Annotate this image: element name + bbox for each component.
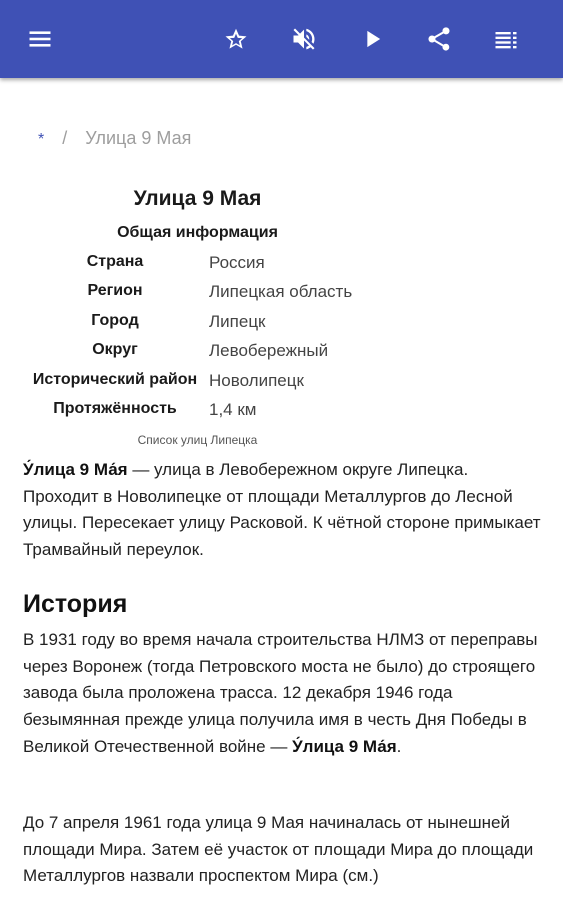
star-outline-icon — [222, 25, 250, 53]
play-icon — [358, 25, 386, 53]
infobox-value[interactable]: Липецк — [209, 312, 266, 331]
menu-button[interactable] — [22, 21, 58, 57]
toc-button[interactable] — [488, 21, 524, 57]
breadcrumb-home-link[interactable]: * — [38, 131, 45, 148]
breadcrumb-separator: / — [62, 128, 68, 148]
infobox-row-country — [0, 253, 563, 277]
infobox-key: Регион — [87, 282, 143, 299]
infobox-row-region — [0, 282, 563, 306]
infobox-row-district — [0, 341, 563, 365]
history-text-2: До 7 апреля 1961 года улица 9 Мая начиналась от нынешней площади Мира. Затем её участок от площади Мира до площади Металлургов назвали проспектом Мира (см.) — [23, 813, 534, 886]
infobox-title: Улица 9 Мая — [133, 187, 262, 210]
infobox-key: Город — [91, 312, 139, 329]
infobox-row-historic-area — [0, 371, 563, 395]
history-paragraph-2 — [23, 810, 543, 890]
infobox-key: Страна — [86, 253, 144, 270]
history-bold-title: У́лица 9 Ма́я — [292, 736, 397, 756]
play-button[interactable] — [354, 21, 390, 57]
history-text-1-end: . — [396, 736, 402, 756]
menu-icon — [26, 25, 54, 53]
share-icon — [425, 25, 453, 53]
favorite-button[interactable] — [218, 21, 254, 57]
breadcrumb — [38, 128, 191, 149]
infobox-key: Округ — [92, 341, 138, 358]
intro-text: — улица в Левобережном округе Липецка. Проходит в Новолипецке от площади Металлургов до Лесной улицы. Пересекает улицу Расковой. К чётной стороне примыкает Трамвайный переулок. — [23, 460, 541, 560]
infobox-value[interactable]: Новолипецк — [209, 371, 304, 390]
infobox-value[interactable]: Россия — [209, 253, 265, 272]
article-content — [0, 78, 563, 900]
infobox-subtitle: Общая информация — [117, 224, 278, 241]
infobox-key: Исторический район — [32, 371, 198, 388]
history-text-1: В 1931 году во время начала строительства НЛМЗ от переправы через Воронеж (тогда Петровского моста не было) до строящего завода была проложена трасса. 12 декабря 1946 года безымянная прежде улица получила имя в честь Дня Победы в Великой Отечественной войне — — [23, 630, 538, 756]
breadcrumb-current: Улица 9 Мая — [85, 128, 192, 148]
app-bar — [0, 0, 563, 78]
section-heading-history: История — [23, 590, 128, 618]
infobox-footer-link[interactable]: Список улиц Липецка — [137, 433, 258, 447]
intro-bold-title: У́лица 9 Ма́я — [23, 460, 128, 479]
infobox-value[interactable]: Липецкая область — [209, 282, 353, 301]
infobox-row-city — [0, 312, 563, 336]
mute-button[interactable] — [286, 21, 322, 57]
list-icon — [492, 25, 520, 53]
intro-paragraph — [23, 457, 543, 564]
infobox-value: 1,4 км — [209, 400, 257, 419]
volume-off-icon — [290, 25, 318, 53]
history-paragraph-1 — [23, 627, 543, 761]
infobox-value[interactable]: Левобережный — [209, 341, 329, 360]
share-button[interactable] — [421, 21, 457, 57]
infobox-row-length — [0, 400, 563, 424]
infobox-key: Протяжённость — [53, 400, 177, 417]
